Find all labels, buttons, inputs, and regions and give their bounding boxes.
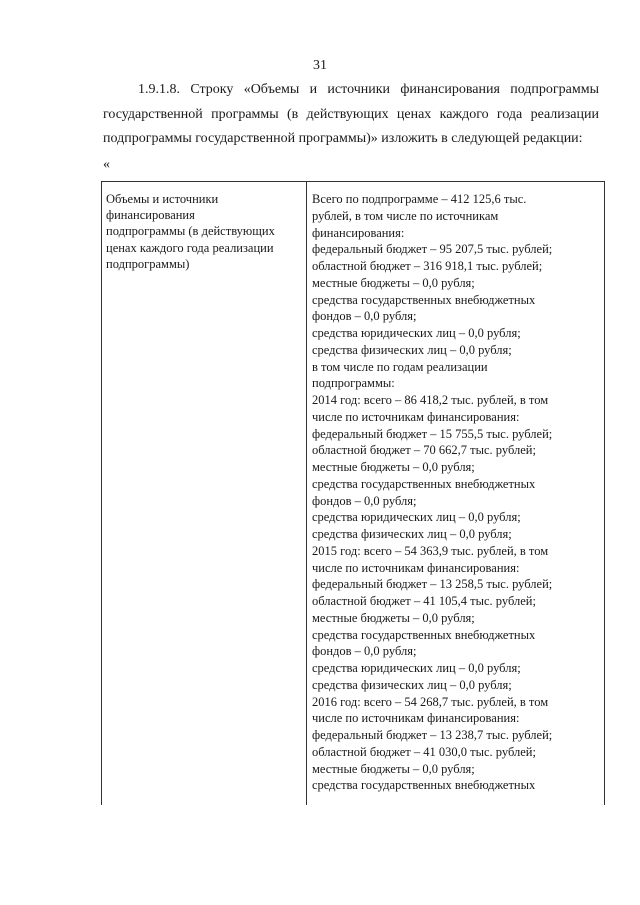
right-cell-line: областной бюджет – 316 918,1 тыс. рублей; [312, 259, 543, 273]
right-cell-line: областной бюджет – 70 662,7 тыс. рублей; [312, 443, 536, 458]
right-cell-line: средства юридических лиц – 0,0 рубля; [312, 510, 521, 525]
right-cell-line: федеральный бюджет – 13 238,7 тыс. рублей; [312, 728, 553, 742]
left-cell-line: Объемы и источники [106, 192, 219, 206]
right-cell-line: средства юридических лиц – 0,0 рубля; [312, 661, 521, 675]
right-cell-line: средства государственных внебюджетных [312, 627, 536, 642]
table-right-cell [307, 182, 604, 805]
table-left-cell [102, 182, 307, 805]
right-cell-line: Всего по подпрограмме – 412 125,6 тыс. [312, 192, 527, 206]
page-number: 31 [313, 58, 327, 73]
right-cell-line: средства физических лиц – 0,0 рубля; [312, 342, 512, 357]
right-cell-line: числе по источникам финансирования: [312, 560, 520, 575]
right-cell-line: 2015 год: всего – 54 363,9 тыс. рублей, в том [312, 543, 549, 558]
right-cell-line: фондов – 0,0 рубля; [312, 644, 417, 659]
right-cell-line: рублей, в том числе по источникам [312, 208, 499, 223]
right-cell-line: средства государственных внебюджетных [312, 778, 536, 793]
right-cell-line: федеральный бюджет – 95 207,5 тыс. рублей; [312, 242, 553, 257]
right-cell-line: федеральный бюджет – 15 755,5 тыс. рублей; [312, 426, 553, 441]
intro-line: государственной программы (в действующих ценах каждого года реализации [103, 106, 599, 122]
left-cell-line: финансирования [106, 208, 195, 223]
right-cell-line: 2014 год: всего – 86 418,2 тыс. рублей, в том [312, 393, 549, 407]
right-cell-line: числе по источникам финансирования: [312, 409, 520, 424]
right-cell-line: областной бюджет – 41 030,0 тыс. рублей; [312, 744, 536, 759]
right-cell-line: финансирования: [312, 225, 405, 240]
right-cell-line: в том числе по годам реализации [312, 359, 488, 374]
right-cell-line: федеральный бюджет – 13 258,5 тыс. рублей; [312, 577, 553, 592]
left-cell-line: ценах каждого года реализации [106, 240, 274, 255]
left-cell-line: подпрограммы (в действующих [106, 224, 275, 239]
intro-paragraph [103, 78, 599, 152]
intro-line: подпрограммы государственной программы)» изложить в следующей редакции: [103, 131, 583, 146]
right-cell-line: местные бюджеты – 0,0 рубля; [312, 761, 475, 776]
right-cell-line: 2016 год: всего – 54 268,7 тыс. рублей, в том [312, 694, 549, 709]
right-cell-line: местные бюджеты – 0,0 рубля; [312, 610, 475, 625]
funding-table [101, 181, 605, 805]
left-cell-line: подпрограммы) [106, 256, 190, 271]
right-cell-line: числе по источникам финансирования: [312, 711, 520, 726]
right-cell-line: средства государственных внебюджетных [312, 476, 536, 491]
right-cell-line: местные бюджеты – 0,0 рубля; [312, 460, 475, 474]
right-cell-line: средства юридических лиц – 0,0 рубля; [312, 326, 521, 340]
opening-quote-mark: « [103, 157, 110, 172]
right-cell-line: местные бюджеты – 0,0 рубля; [312, 275, 475, 290]
right-cell-line: средства физических лиц – 0,0 рубля; [312, 677, 512, 692]
intro-line: 1.9.1.8. Строку «Объемы и источники финансирования подпрограммы [138, 82, 599, 97]
right-cell-line: фондов – 0,0 рубля; [312, 309, 417, 324]
right-cell-line: подпрограммы: [312, 376, 395, 391]
right-cell-line: областной бюджет – 41 105,4 тыс. рублей; [312, 594, 536, 608]
right-cell-line: средства государственных внебюджетных [312, 292, 536, 307]
right-cell-line: средства физических лиц – 0,0 рубля; [312, 527, 512, 541]
right-cell-line: фондов – 0,0 рубля; [312, 493, 417, 508]
